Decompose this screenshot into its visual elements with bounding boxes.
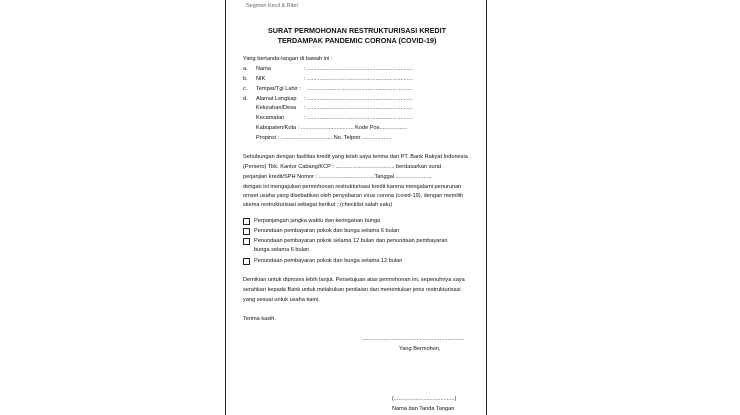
applicant-label: Yang Bermohon, [399, 346, 441, 352]
field-kelurahan-label: Kelurahan/Desa [256, 105, 297, 111]
para1-line-6: skema restrukturisasi sebagai berikut ; (checklist salah satu) [243, 202, 393, 208]
field-d-label: Alamat Lengkap [256, 96, 297, 102]
signature-line: (.......................................) [392, 396, 457, 402]
field-propinsi-line: Propinsi : ................................. No. Telpon ................... [256, 135, 392, 141]
signature-label: Nama dan Tanda Tangan [392, 406, 455, 412]
para1-line-1: Sehubungan dengan fasilitas kredit yang telah saya terima dari PT. Bank Rakyat Indonesia [243, 154, 468, 160]
field-a-fill: : .................................................................... [304, 66, 413, 72]
field-kelurahan-fill: : .................................................................... [304, 105, 413, 111]
field-c-label: Tempat/Tgl Lahir : [256, 86, 301, 92]
para1-line-2: (Persero) Tbk. Kantor Cabang/KCP : ...................................... berdasarkan surat [243, 164, 442, 170]
para2-line-1: Demikian untuk diproses lebih lanjut. Persetujuan atas permohonan ini, sepenuhnya saya [243, 277, 465, 283]
para2-line-2: serahkan kepada Bank untuk melakukan penilaian dan menentukan jenis restrukturisasi [243, 287, 461, 293]
option-3-checkbox[interactable] [243, 238, 250, 245]
option-3-label: Penundaan pembayaran pokok selama 12 bulan dan penundaan pembayaran [254, 238, 448, 244]
para1-line-3: perjanjian kredit/SPH Nomor : ....................................Tanggal ......................, [243, 174, 432, 180]
field-c-letter: c. [243, 86, 248, 92]
option-4-checkbox[interactable] [243, 258, 250, 265]
header-note: Segmen Kecil & Ritel [246, 3, 298, 9]
option-4-label: Penundaan pembayaran pokok dan bunga selama 12 bulan [254, 258, 403, 264]
field-b-fill: : .................................................................... [304, 76, 413, 82]
thanks-text: Terima kasih. [243, 316, 276, 322]
document-page [225, 0, 487, 415]
para2-line-3: yang sesuai untuk usaha kami. [243, 297, 320, 303]
place-date-line: .................................................................. [362, 336, 465, 342]
field-kecamatan-fill: : .................................................................... [304, 115, 413, 121]
option-1-label: Perpanjangan jangka waktu dan keringanan bunga [254, 218, 381, 224]
field-a-label: Nama [256, 66, 271, 72]
field-d-fill: : .................................................................... [304, 96, 413, 102]
field-kecamatan-label: Kecamatan [256, 115, 285, 121]
para1-line-4: dengan ini mengajukan permohonan restrukturisasi kredit karena mengalami penurunan [243, 184, 462, 190]
option-2-label: Penundaan pembayaran pokok dan bunga selama 6 bulan [254, 228, 400, 234]
para1-line-5: omset usaha yang disebabkan oleh penyebaran virus corona (covid-19), dengan memilih [243, 193, 464, 199]
field-a-letter: a. [243, 66, 248, 72]
intro-text: Yang bertanda-tangan di bawah ini : [243, 56, 333, 62]
option-2-checkbox[interactable] [243, 228, 250, 235]
field-b-letter: b. [243, 76, 248, 82]
title-line-1: SURAT PERMOHONAN RESTRUKTURISASI KREDIT [268, 26, 446, 35]
option-1-checkbox[interactable] [243, 218, 250, 225]
field-b-label: NIK [256, 76, 266, 82]
option-3-label-cont: bunga selama 6 bulan [254, 247, 310, 253]
field-c-fill: .................................................................... [307, 86, 413, 92]
field-d-letter: d. [243, 96, 248, 102]
title-line-2: TERDAMPAK PANDEMIC CORONA (COVID-19) [277, 36, 437, 45]
field-kabupaten-line: Kabupaten/Kota : .................................. Kode Pos.................. [256, 125, 408, 131]
